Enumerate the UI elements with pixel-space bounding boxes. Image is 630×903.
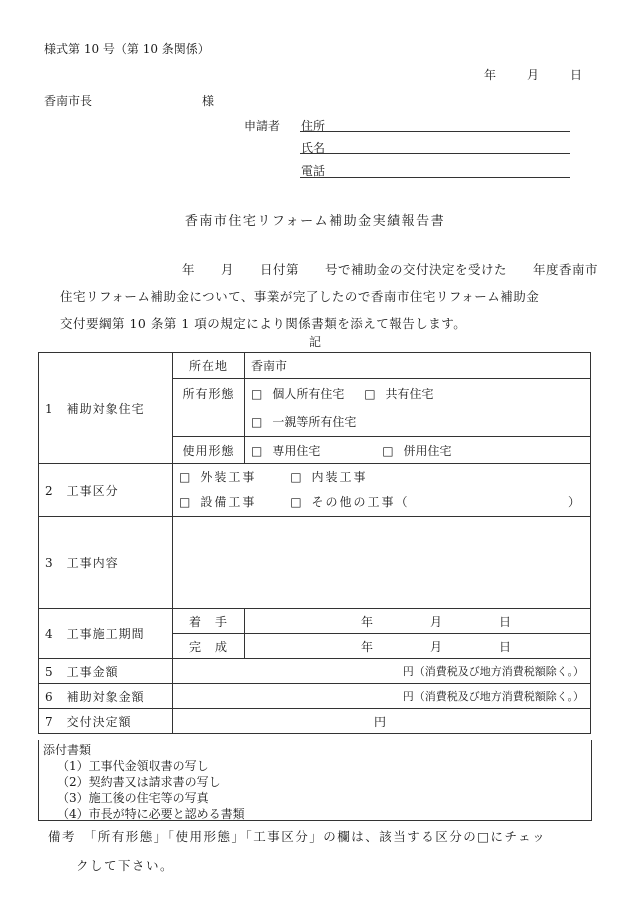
ctype-checkbox-2[interactable]: □ [290,470,302,484]
ownership-opt1: 個人所有住宅 [272,386,345,401]
ownership-opt2: 共有住宅 [385,386,434,401]
applicant-name-label: 氏名 [301,141,326,155]
attachments-box [38,740,592,821]
usage-options [245,437,591,464]
applicant-label: 申請者 [244,119,281,133]
end-day: 日 [498,639,511,654]
ctype-checkbox-4[interactable]: □ [290,495,302,509]
form-number: 様式第 10 号（第 10 条関係） [44,42,210,56]
address-field-line[interactable] [300,131,570,132]
applicant-address-label: 住所 [301,119,326,133]
ownership-checkbox-3[interactable]: □ [251,414,263,429]
ownership-checkbox-2[interactable]: □ [364,386,376,401]
honorific: 様 [202,94,215,108]
row7-suffix: 円 [374,714,387,729]
end-month: 月 [429,639,442,654]
usage-opt1: 専用住宅 [272,443,321,458]
row5-label: 5 工事金額 [39,659,173,684]
eligible-amount-field[interactable] [173,684,591,709]
ctype-checkbox-1[interactable]: □ [179,470,191,484]
row3-label: 3 工事内容 [39,517,173,609]
attachment-item-2: （2）契約書又は請求書の写し [57,775,221,789]
document-title: 香南市住宅リフォーム補助金実績報告書 [184,214,446,229]
report-table [38,352,591,734]
end-label: 完 成 [173,634,245,659]
start-label: 着 手 [173,609,245,634]
row6-suffix: 円（消費税及び地方消費税額除く。） [402,690,584,703]
end-date-field[interactable] [245,634,591,659]
construction-content-field[interactable] [173,517,591,609]
ctype-opt3: 設備工事 [200,495,257,509]
start-date-field[interactable] [245,609,591,634]
remarks-line-1: 備考 「所有形態」「使用形態」「工事区分」の欄は、該当する区分の□にチェッ [48,829,547,844]
body-line-2: 住宅リフォーム補助金について、事業が完了したので香南市住宅リフォーム補助金 [60,289,540,304]
start-year: 年 [361,614,374,629]
row4-label: 4 工事施工期間 [39,609,173,659]
ownership-options [245,379,591,437]
row6-label: 6 補助対象金額 [39,684,173,709]
date-month-label: 月 [527,68,540,82]
start-month: 月 [429,614,442,629]
usage-checkbox-2[interactable]: □ [382,443,394,458]
body-paragraph [38,256,598,337]
date-day-label: 日 [570,68,583,82]
usage-opt2: 併用住宅 [403,443,452,458]
applicant-phone-label: 電話 [301,164,326,178]
attachment-item-4: （4）市長が特に必要と認める書類 [57,807,245,821]
end-year: 年 [361,639,374,654]
ctype-opt4: その他の工事（ [311,495,410,509]
row7-label: 7 交付決定額 [39,709,173,734]
row1-label: 1 補助対象住宅 [39,353,173,464]
remarks [48,822,593,880]
usage-checkbox-1[interactable]: □ [251,443,263,458]
body-line-1: 年 月 日付第 号で補助金の交付決定を受けた 年度香南市 [142,262,598,277]
decided-amount-field[interactable] [173,709,591,734]
attachment-item-1: （1）工事代金領収書の写し [57,759,209,773]
phone-field-line[interactable] [300,177,570,178]
construction-type-options [173,464,591,517]
usage-label: 使用形態 [173,437,245,464]
ctype-checkbox-3[interactable]: □ [179,495,191,509]
ctype-opt2: 内装工事 [311,470,368,484]
ctype-close-paren: ） [567,495,580,509]
date-year-label: 年 [484,68,497,82]
attachments-heading: 添付書類 [43,743,92,757]
attachment-item-3: （3）施工後の住宅等の写真 [57,791,209,805]
location-value[interactable]: 香南市 [245,353,591,379]
addressee: 香南市長 [44,94,93,108]
row5-suffix: 円（消費税及び地方消費税額除く。） [402,665,584,678]
ownership-label: 所有形態 [173,379,245,437]
ctype-opt1: 外装工事 [200,470,257,484]
remarks-line-2: クして下さい。 [48,858,175,873]
ownership-checkbox-1[interactable]: □ [251,386,263,401]
body-line-3: 交付要綱第 10 条第 1 項の規定により関係書類を添えて報告します。 [60,316,467,331]
name-field-line[interactable] [300,153,570,154]
construction-amount-field[interactable] [173,659,591,684]
location-label: 所在地 [173,353,245,379]
row2-label: 2 工事区分 [39,464,173,517]
ki-mark: 記 [308,335,321,349]
ownership-opt3: 一親等所有住宅 [272,414,357,429]
start-day: 日 [498,614,511,629]
